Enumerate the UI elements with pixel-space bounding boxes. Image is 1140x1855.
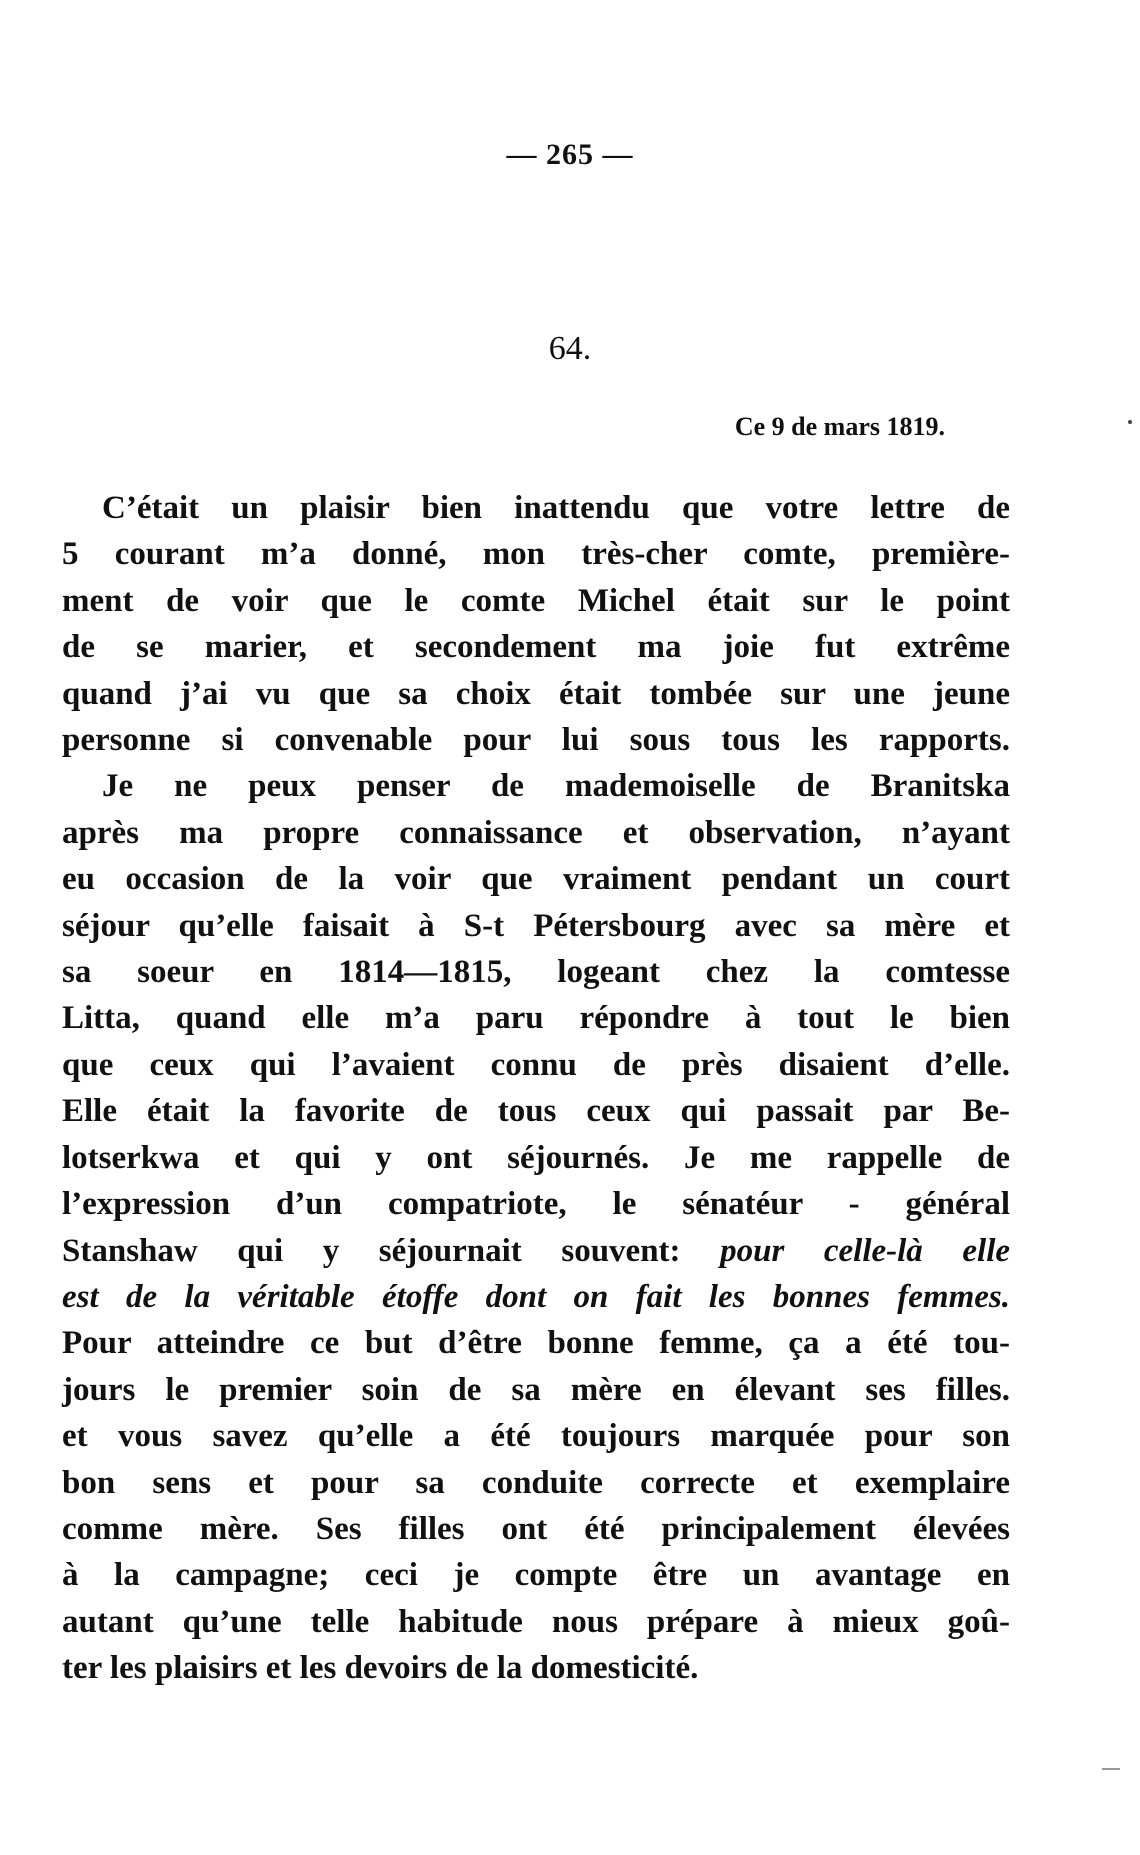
text-line: Pour atteindre ce but d’être bonne femme, ça a été tou- xyxy=(62,1325,1010,1362)
letter-body xyxy=(62,485,1010,1692)
text-line: eu occasion de la voir que vraiment pendant un court xyxy=(62,861,1010,898)
text-line: après ma propre connaissance et observation, n’ayant xyxy=(62,814,1010,851)
text-line: 5 courant m’a donné, mon très-cher comte, première- xyxy=(62,536,1010,573)
text-line: Je ne peux penser de mademoiselle de Branitska xyxy=(102,768,1010,805)
text-line: à la campagne; ceci je compte être un avantage en xyxy=(62,1557,1010,1594)
text-line: C’était un plaisir bien inattendu que votre lettre de xyxy=(102,490,1010,526)
page-number-header: — 265 — xyxy=(506,138,634,171)
text-line: Elle était la favorite de tous ceux qui passait par Be- xyxy=(62,1093,1010,1130)
text-line: lotserkwa et qui y ont séjournés. Je me rappelle de xyxy=(62,1139,1010,1176)
text-line: bon sens et pour sa conduite correcte et exemplaire xyxy=(62,1464,1010,1501)
text-line: Litta, quand elle m’a paru répondre à tout le bien xyxy=(62,1000,1010,1037)
text-line: autant qu’une telle habitude nous prépare à mieux goû- xyxy=(62,1603,1010,1640)
text-line-last: ter les plaisirs et les devoirs de la domesticité. xyxy=(62,1650,699,1687)
italic-quote-start: pour celle-là elle xyxy=(720,1232,1011,1269)
text-line: ment de voir que le comte Michel était sur le point xyxy=(62,582,1010,619)
text-line: et vous savez qu’elle a été toujours marquée pour son xyxy=(62,1418,1010,1455)
text-line: sa soeur en 1814—1815, logeant chez la comtesse xyxy=(62,954,1010,991)
text-roman-run: Stanshaw qui y séjournait souvent: xyxy=(62,1232,681,1269)
text-line: séjour qu’elle faisait à S-t Pétersbourg avec sa mère et xyxy=(62,907,1010,944)
text-line: jours le premier soin de sa mère en élevant ses filles. xyxy=(62,1371,1010,1408)
scan-margin-mark xyxy=(1102,1768,1120,1770)
text-line-mixed xyxy=(62,1228,1010,1274)
letter-number: 64. xyxy=(548,330,592,367)
text-line: comme mère. Ses filles ont été principalement élevées xyxy=(62,1510,1010,1547)
text-line: l’expression d’un compatriote, le sénatéur - général xyxy=(62,1186,1010,1223)
text-line: personne si convenable pour lui sous tous les rapports. xyxy=(62,722,1010,759)
text-line: de se marier, et secondement ma joie fut extrême xyxy=(62,629,1010,666)
scan-speck xyxy=(1128,420,1132,424)
italic-quote-end: est de la véritable étoffe dont on fait les bonnes femmes. xyxy=(62,1278,1010,1315)
letter-dateline: Ce 9 de mars 1819. xyxy=(734,412,945,441)
text-line: que ceux qui l’avaient connu de près disaient d’elle. xyxy=(62,1046,1010,1083)
text-line: quand j’ai vu que sa choix était tombée sur une jeune xyxy=(62,675,1010,712)
